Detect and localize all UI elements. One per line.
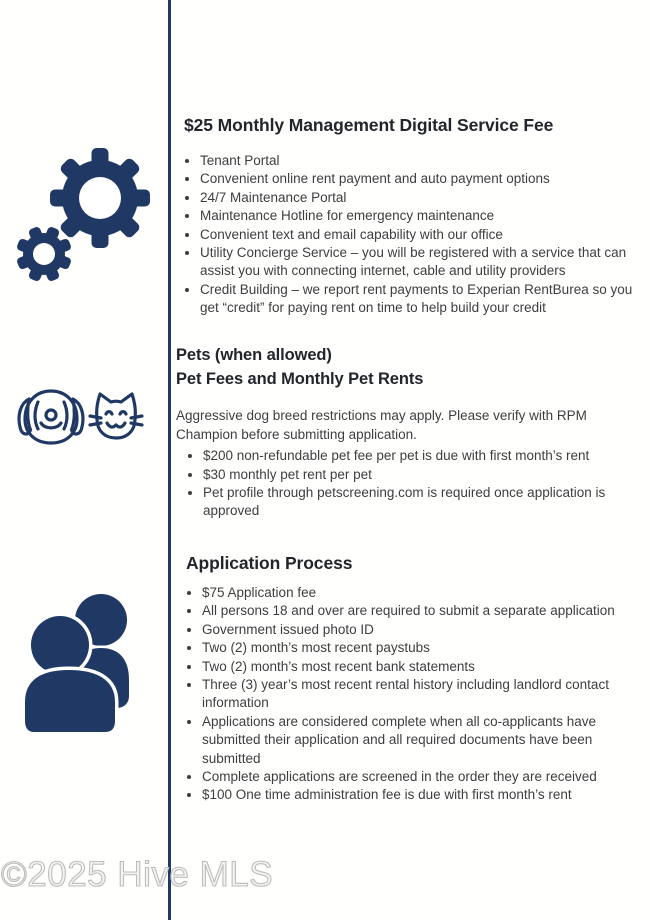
watermark-text: ©2025 Hive MLS (1, 855, 274, 894)
service-fee-bullet-list (184, 152, 647, 318)
pets-bullet-list (187, 447, 643, 521)
list-item: • Three (3) year’s most recent rental history including landlord contact information (202, 676, 645, 713)
dog-cat-icon (13, 385, 149, 456)
list-item: • Government issued photo ID (202, 621, 645, 639)
gears-icon (13, 147, 153, 294)
application-bullet-list (186, 584, 645, 805)
list-item: • Convenient text and email capability with our office (200, 226, 647, 244)
section-pets (176, 344, 646, 521)
list-item: • Pet profile through petscreening.com is required once application is approved (203, 484, 643, 521)
list-item: • $200 non-refundable pet fee per pet is due with first month’s rent (203, 447, 643, 465)
list-item: • $75 Application fee (202, 584, 645, 602)
pets-title-line2: Pet Fees and Monthly Pet Rents (176, 369, 424, 388)
people-icon (15, 586, 147, 739)
list-item: • Convenient online rent payment and auto payment options (200, 170, 647, 188)
pets-intro-text: Aggressive dog breed restrictions may apply. Please verify with RPM Champion before submitting application. (176, 408, 587, 442)
list-item: • $100 One time administration fee is due with first month’s rent (202, 786, 645, 804)
list-item: • 24/7 Maintenance Portal (200, 189, 647, 207)
list-item: • All persons 18 and over are required to submit a separate application (202, 602, 645, 620)
pets-title-line1: Pets (when allowed) (176, 346, 332, 364)
list-item: • $30 monthly pet rent per pet (203, 466, 643, 484)
service-fee-title: $25 Monthly Management Digital Service Fee (184, 115, 554, 135)
list-item: • Two (2) month’s most recent paystubs (202, 639, 645, 657)
vertical-divider-line (168, 0, 171, 920)
list-item: • Applications are considered complete when all co-applicants have submitted their application and all required documents have been submitted (202, 713, 645, 768)
list-item: • Two (2) month’s most recent bank statements (202, 658, 645, 676)
section-service-fee (184, 112, 646, 318)
list-item: • Maintenance Hotline for emergency maintenance (200, 207, 647, 225)
list-item: • Complete applications are screened in the order they are received (202, 768, 645, 786)
list-item: • Credit Building – we report rent payments to Experian RentBurea so you get “credit” for paying rent on time to help build your credit (200, 281, 647, 318)
section-application (186, 550, 646, 805)
list-item: • Tenant Portal (200, 152, 647, 170)
list-item: • Utility Concierge Service – you will be registered with a service that can assist you with connecting internet, cable and utility providers (200, 244, 647, 281)
application-title: Application Process (186, 553, 353, 573)
